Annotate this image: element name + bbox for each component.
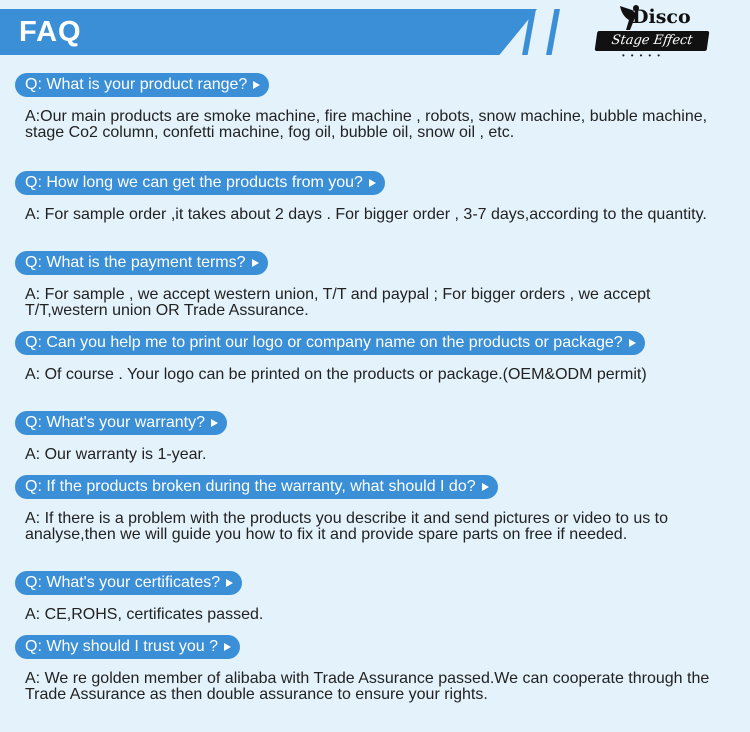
faq-question: Q: What is your product range? xyxy=(15,73,269,97)
brand-logo xyxy=(592,2,714,62)
faq-item xyxy=(15,331,735,367)
faq-item xyxy=(15,73,735,109)
faq-answer: A:Our main products are smoke machine, fire machine , robots, snow machine, bubble machine, stage Co2 column, confetti machine, fog oil, bubble oil, snow oil , etc. xyxy=(25,108,708,141)
faq-item xyxy=(15,411,735,447)
logo-subtitle: Stage Effect xyxy=(595,31,710,51)
logo-brand-text: Disco xyxy=(632,6,691,28)
faq-item xyxy=(15,571,735,607)
faq-question: Q: If the products broken during the warranty, what should I do? xyxy=(15,475,498,499)
faq-question: Q: What's your certificates? xyxy=(15,571,242,595)
faq-header xyxy=(0,0,750,62)
faq-question: Q: Why should I trust you ? xyxy=(15,635,240,659)
faq-answer: A: If there is a problem with the products you describe it and send pictures or video to us to analyse,then we will guide you how to fix it and provide spare parts on free if needed. xyxy=(25,510,669,543)
faq-list xyxy=(15,73,735,715)
faq-item xyxy=(15,171,735,207)
faq-answer: A: Of course . Your logo can be printed on the products or package.(OEM&ODM permit) xyxy=(25,366,647,383)
faq-question: Q: Can you help me to print our logo or company name on the products or package? xyxy=(15,331,645,355)
page-title: FAQ xyxy=(19,16,82,48)
faq-answer: A: Our warranty is 1-year. xyxy=(25,446,207,463)
faq-item xyxy=(15,635,735,671)
faq-item xyxy=(15,475,735,511)
faq-answer: A: For sample order ,it takes about 2 days . For bigger order , 3-7 days,according to the quantity. xyxy=(25,206,707,223)
header-stripe xyxy=(546,9,560,55)
faq-answer: A: We re golden member of alibaba with Trade Assurance passed.We can cooperate through the Trade Assurance as then double assurance to ensure your rights. xyxy=(25,670,710,703)
faq-question: Q: What's your warranty? xyxy=(15,411,227,435)
faq-answer: A: For sample , we accept western union, T/T and paypal ; For bigger orders , we accept T/T,western union OR Trade Assurance. xyxy=(25,286,651,319)
faq-answer: A: CE,ROHS, certificates passed. xyxy=(25,606,264,623)
faq-question: Q: What is the payment terms? xyxy=(15,251,268,275)
logo-dots: ••••• xyxy=(622,51,667,60)
faq-question: Q: How long we can get the products from you? xyxy=(15,171,385,195)
faq-item xyxy=(15,251,735,287)
